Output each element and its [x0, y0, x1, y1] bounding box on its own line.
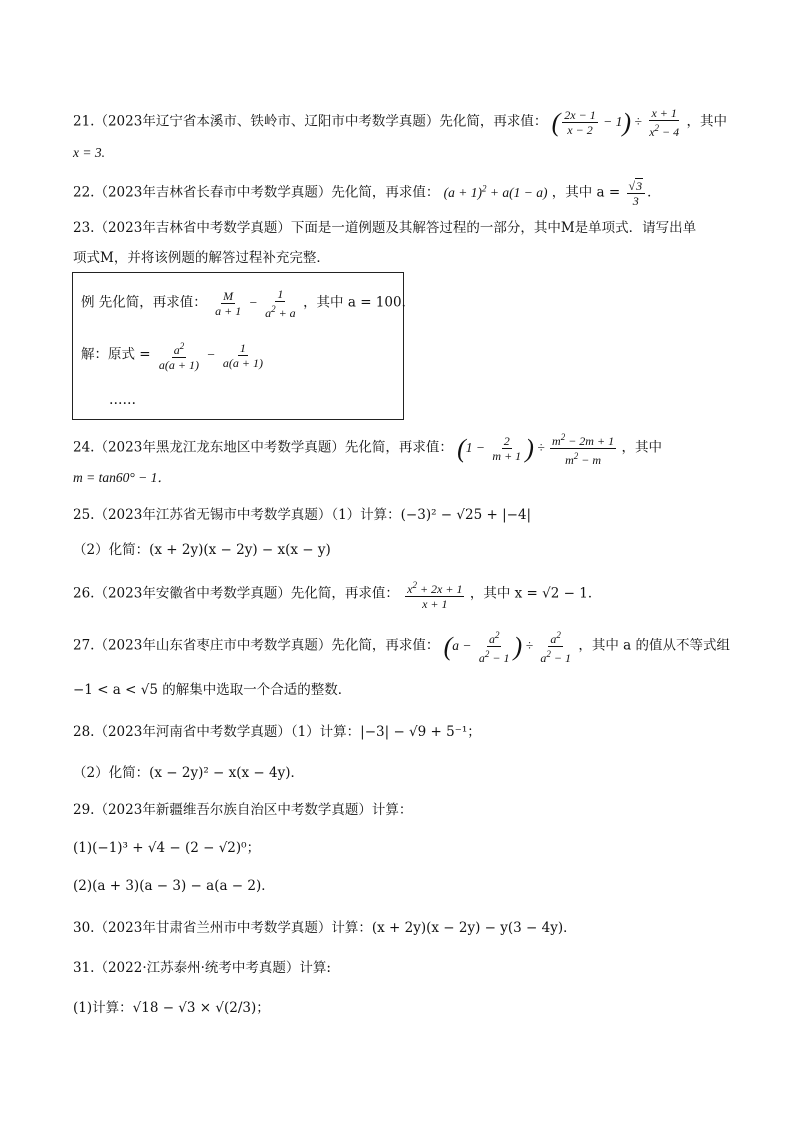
q22-line: 22.（2023年吉林省长春市中考数学真题）先化简，再求值： $(a + 1)^2 + a(1 - a)$ ，其中 a = $\frac{√3}{3}$ ．: [73, 178, 661, 208]
q21-line: [73, 106, 727, 139]
q27-line: [73, 628, 730, 665]
q24-suffix: ，其中: [621, 439, 662, 456]
q26-line: [73, 578, 601, 611]
q21-prefix: 21.（2023年辽宁省本溪市、铁岭市、辽阳市中考数学真题）先化简，再求值：: [73, 113, 548, 130]
q31-line2: (1)计算：√18 − √3 × √(2/3)；: [73, 1000, 270, 1016]
example-suffix: ，其中 a = 100．: [303, 294, 416, 311]
q21-expression: ( $\frac{2x - 1}{x - 2}$ − 1) ÷ $\frac{x + 1}{x^2 - 4}$: [551, 106, 680, 139]
solution-prefix: 解：原式 =: [81, 346, 151, 363]
q21-suffix: ，其中: [686, 113, 728, 130]
example-expression: $\frac{M}{a + 1}$ − $\frac{1}{a^2 + a}$: [215, 287, 296, 320]
solution-expression: $\frac{a^2}{a(a + 1)}$ − $\frac{1}{a(a + 1)}$: [158, 341, 263, 372]
q22-value: $\frac{√3}{3}$: [627, 179, 646, 208]
q23-line1: 23.（2023年吉林省中考数学真题）下面是一道例题及其解答过程的一部分，其中M是单项式．请写出单: [73, 220, 697, 236]
q22-prefix: 22.（2023年吉林省长春市中考数学真题）先化简，再求值：: [73, 184, 440, 201]
q30-line1: 30.（2023年甘肃省兰州市中考数学真题）计算：(x + 2y)(x − 2y) − y(3 − 4y)．: [73, 920, 577, 936]
q27-prefix: 27.（2023年山东省枣庄市中考数学真题）先化简，再求值：: [73, 637, 440, 654]
solution-ellipsis: ……: [109, 392, 136, 408]
example-box: [72, 272, 416, 420]
q29-line2: (1)(−1)³ + √4 − (2 − √2)⁰；: [73, 840, 261, 856]
q26-suffix: ，其中 x = √2 − 1．: [469, 585, 602, 602]
q24-prefix: 24.（2023年黑龙江龙东地区中考数学真题）先化简，再求值：: [73, 439, 453, 456]
example-prefix: 例 先化简，再求值：: [81, 294, 207, 311]
q27-expression: (a − $\frac{a^2}{a^2 - 1}$ ) ÷ $\frac{a^2}{a^2 - 1}$: [443, 630, 571, 665]
q29-line3: (2)(a + 3)(a − 3) − a(a − 2)．: [73, 878, 275, 894]
q28-line2: （2）化简：(x − 2y)² − x(x − 4y)．: [73, 765, 305, 781]
q24-expression: (1 − $\frac{2}{m + 1}$ ) ÷ $\frac{m^2 - 2m + 1}{m^2 - m}$: [457, 432, 615, 467]
q26-expression: $\frac{x^2 + 2x + 1}{x + 1}$: [407, 580, 463, 611]
q27-cont: −1 < a < √5 的解集中选取一个合适的整数．: [73, 682, 352, 698]
q27-suffix: ，其中 a 的值从不等式组: [578, 637, 730, 654]
q31-line1: 31.（2022·江苏泰州·统考中考真题）计算:: [73, 960, 331, 976]
q29-line1: 29.（2023年新疆维吾尔族自治区中考数学真题）计算：: [73, 802, 413, 818]
q22-expression: $(a + 1)^2 + a(1 - a)$: [443, 183, 548, 200]
q24-line: [73, 430, 662, 467]
q21-cont: x = 3.: [73, 145, 105, 160]
q25-line2: （2）化简：(x + 2y)(x − 2y) − x(x − y): [73, 542, 331, 558]
solution-line: [81, 339, 267, 372]
q28-line1: 28.（2023年河南省中考数学真题）（1）计算：|−3| − √9 + 5⁻¹；: [73, 724, 481, 740]
q26-prefix: 26.（2023年安徽省中考数学真题）先化简，再求值：: [73, 585, 399, 602]
q22-suffix: ，其中 a =: [551, 184, 621, 201]
q24-cont: m = tan60° − 1．: [73, 470, 171, 485]
q25-line1: 25.（2023年江苏省无锡市中考数学真题）（1）计算：(−3)² − √25 + |−4|: [73, 507, 532, 523]
example-line: [81, 287, 415, 320]
q23-line2: 项式M，并将该例题的解答过程补充完整．: [73, 250, 330, 266]
